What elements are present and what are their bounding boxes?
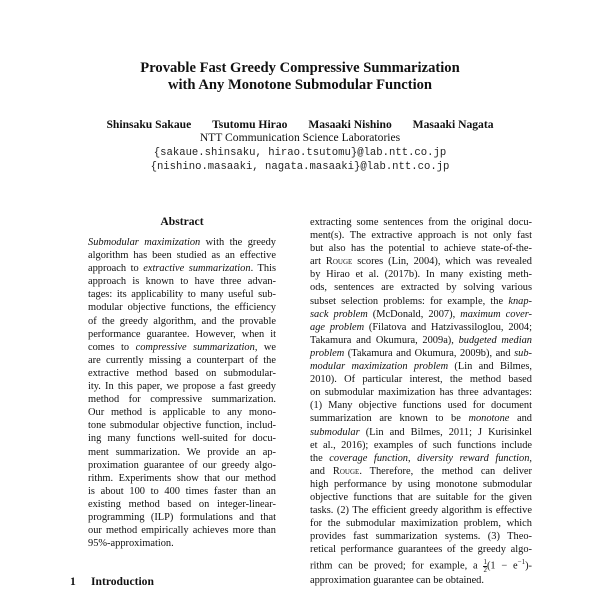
formula-tail: )- [525,560,532,572]
abstract-line-part: extractive summarization [143,263,251,275]
abstract-line: approach to extractive summarization. This [88,263,276,275]
body-line: problem (Takamura and Okumura, 2009b), and sub- [310,347,532,359]
body-line-part: sack problem [310,308,368,320]
body-line: subset selection problems: for example, the knap- [310,295,532,307]
author-name: Masaaki Nishino [308,118,392,131]
body-line-part: modular maximization problem [310,361,449,373]
abstract-line-part: compressive summarization [135,341,255,353]
body-line-part: diversity reward function [417,452,530,464]
fraction-denominator: 2 [483,566,487,575]
body-line: approximation guarantee can be obtained. [310,575,484,587]
abstract-line: programming (ILP) formulations and that [88,511,276,523]
body-line-part: submodular [310,426,360,438]
author-name: Masaaki Nagata [412,118,494,131]
section-title: Introduction [91,575,154,588]
author-list [0,118,600,132]
abstract-line: are currently missing a counterpart of the [88,354,276,366]
body-line-part: age problem [310,321,365,333]
abstract-line: Submodular maximization with the greedy [88,237,276,248]
body-line: provides fast summarization systems. (3) Theo- [310,531,532,543]
body-line: but also has the potential to achieve state-of-the- [310,243,532,255]
body-line: age problem (Filatova and Hatzivassiloglou, 2004; [310,321,532,333]
body-line: modular maximization problem (Lin and Bilmes, [310,361,532,373]
email-block [0,146,600,174]
body-line: and Rouge. Therefore, the method can deliver [310,465,533,477]
body-line-part: coverage function [329,452,408,464]
body-line: summarization are known to be monotone and [310,413,532,425]
abstract-line: method for compressive summarization. [88,394,276,406]
abstract-line: proximation guarantee of our greedy algo- [88,459,276,471]
body-line-part: maximum cover- [460,308,533,320]
abstract-line: 95%-approximation. [88,538,174,550]
body-line: (1) Many objective functions used for document [310,400,532,412]
body-line-part: budgeted median [458,334,532,346]
paper-title [0,60,600,94]
section-number: 1 [70,575,76,588]
body-line: on submodular maximization has three advantages: [310,387,532,399]
abstract-line: our method empirically achieves more than [88,525,276,537]
body-line-part: sub- [514,347,532,359]
abstract-line: extractive method based on submodular- [88,367,276,379]
body-line: sack problem (McDonald, 2007), maximum cover- [310,308,533,320]
abstract-line: ing many functions well-suited for docu- [88,433,276,445]
body-line: tasks. (2) The efficient greedy algorithm is effective [310,505,532,517]
formula-exponent: −1 [517,558,526,567]
section-heading [70,575,154,589]
body-line: art Rouge scores (Lin, 2004), which was revealed [310,256,532,268]
abstract-line: of the greedy algorithm, and the provable [88,315,276,327]
abstract-line: modular objective functions, the efficiency [88,302,276,314]
abstract-line: ity. In this paper, we propose a fast greedy [88,381,276,393]
body-line-part: ouge [339,465,360,477]
abstract-line-part: Submodular maximization [88,237,201,248]
body-line-part: rithm can be proved; for example, a [310,560,484,572]
intro-body [310,216,532,587]
abstract-heading: Abstract [160,215,204,228]
body-line: ods, sentences are extracted by solving various [310,282,532,294]
abstract-body [88,236,276,550]
body-line: ment(s). The extractive approach is not only fast [310,230,532,242]
body-line [310,556,532,574]
body-line: extracting some sentences from the original docu- [310,217,532,228]
body-line-part: monotone [468,413,510,425]
body-line: the coverage function, diversity reward function, [310,452,533,464]
abstract-line: Our method is applicable to any mono- [88,407,276,419]
formula-expression: (1 − e [486,560,518,572]
abstract-line: comes to compressive summarization, we [88,341,276,353]
author-name: Tsutomu Hirao [212,118,288,131]
abstract-line: tages: its applicability to many useful sub- [88,289,276,301]
abstract-line: rithm. Experiments show that our method [88,472,276,484]
abstract-line: algorithm has been studied as an effective [88,250,276,262]
title-line-2: with Any Monotone Submodular Function [167,77,433,93]
title-line-1: Provable Fast Greedy Compressive Summarization [140,60,460,76]
fraction-numerator: 1 [483,558,487,567]
abstract-line: performance guarantee. However, when it [88,328,276,340]
affiliation: NTT Communication Science Laboratories [199,131,401,144]
body-line-part: ouge [332,256,353,268]
body-line: submodular (Lin and Bilmes, 2011; J Kurisinkel [310,426,532,438]
body-line: high performance by using monotone submodular [310,478,532,490]
abstract-line: tone submodular objective function, includ- [88,420,276,432]
body-line: retical performance guarantees of the greedy algo- [310,544,532,556]
body-line: objective functions that are suitable for the given [310,491,532,503]
body-line: 2010). Of particular interest, the method based [310,374,532,386]
abstract-line: existing method based on integer-linear- [88,498,276,510]
email-line: {sakaue.shinsaku, hirao.tsutomu}@lab.ntt.co.jp [153,147,447,159]
body-line: by Hirao et al. (2017b). In many existing meth- [310,269,532,281]
author-name: Shinsaku Sakaue [106,118,192,131]
body-line-part: problem [310,347,345,359]
abstract-line: ment summarization. We provide an ap- [88,446,276,458]
body-line: for the submodular maximization problem, which [310,518,532,530]
body-line: Takamura and Okumura, 2009a), budgeted median [310,334,532,346]
abstract-line: approach is known to have three advan- [88,276,276,288]
email-line: {nishino.masaaki, nagata.masaaki}@lab.ntt.co.jp [150,161,450,173]
abstract-line: is about 100 to 400 times faster than an [88,485,276,497]
body-line-part: knap- [508,295,532,307]
body-line: et al., 2016); examples of such functions include [310,439,532,451]
